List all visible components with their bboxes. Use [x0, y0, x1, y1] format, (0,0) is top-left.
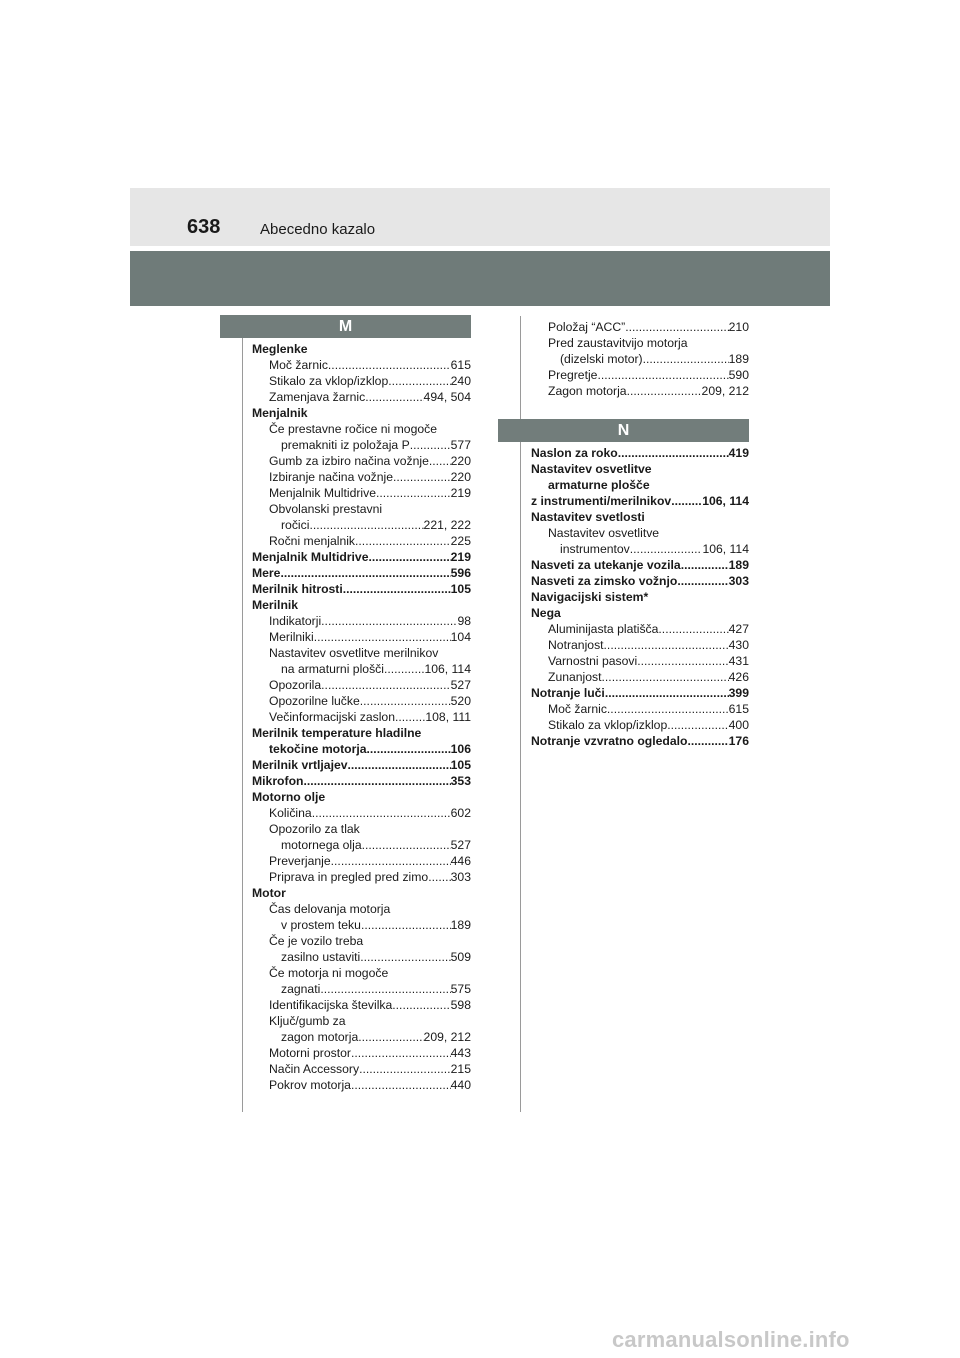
dot-leader — [428, 869, 450, 885]
index-entry-term: Pred zaustavitvijo motorja — [548, 336, 688, 350]
index-list-left — [252, 341, 471, 1093]
dot-leader — [328, 357, 451, 373]
index-entry — [252, 789, 471, 805]
index-entry-page: 353 — [450, 774, 471, 788]
index-entry — [252, 917, 471, 933]
index-entry — [531, 621, 749, 637]
index-entry — [252, 549, 471, 565]
index-entry — [252, 1045, 471, 1061]
index-entry — [531, 653, 749, 669]
index-entry-term: Varnostni pasovi — [548, 654, 638, 668]
index-entry-page: 427 — [728, 622, 749, 636]
index-entry-term: tekočine motorja — [269, 742, 367, 756]
index-entry-term: Zamenjava žarnic — [269, 390, 366, 404]
index-entry-term: Motor — [252, 886, 286, 900]
index-entry-page: 527 — [450, 838, 471, 852]
index-entry — [531, 685, 749, 701]
dot-leader — [388, 373, 450, 389]
index-entry-term: Meglenke — [252, 342, 308, 356]
dot-leader — [309, 517, 423, 533]
index-entry-term: Notranjost — [548, 638, 604, 652]
index-entry-term: instrumentov — [560, 542, 630, 556]
letter-heading-n: N — [498, 419, 749, 442]
index-entry-term: Če je vozilo treba — [269, 934, 364, 948]
index-entry-term: ročici — [281, 518, 310, 532]
index-entry-term: Merilnik hitrosti — [252, 582, 343, 596]
index-entry — [531, 541, 749, 557]
index-entry-term: Mikrofon — [252, 774, 304, 788]
index-entry-page: 209, 212 — [701, 384, 749, 398]
index-entry — [252, 597, 471, 613]
index-entry — [252, 389, 471, 405]
index-entry — [252, 805, 471, 821]
dot-leader — [351, 1045, 451, 1061]
index-entry-term: Položaj “ACC” — [548, 320, 626, 334]
dot-leader — [637, 653, 728, 669]
index-entry-term: Nastavitev osvetlitve — [531, 462, 652, 476]
index-entry-term: z instrumenti/merilnikov — [531, 494, 672, 508]
index-entry-page: 215 — [450, 1062, 471, 1076]
dot-leader — [362, 837, 451, 853]
dot-leader — [607, 701, 729, 717]
index-entry — [252, 469, 471, 485]
index-entry-term: Navigacijski sistem* — [531, 590, 649, 604]
index-entry-term: Zunanjost — [548, 670, 602, 684]
index-entry — [252, 341, 471, 357]
index-entry — [531, 589, 749, 605]
index-entry-term: Nastavitev osvetlitve — [548, 526, 660, 540]
index-entry — [252, 357, 471, 373]
index-entry-term: (dizelski motor) — [560, 352, 643, 366]
index-entry — [252, 837, 471, 853]
dot-leader — [358, 1029, 423, 1045]
dot-leader — [303, 773, 450, 789]
index-entry-page: 575 — [450, 982, 471, 996]
index-entry — [252, 565, 471, 581]
index-entry — [252, 949, 471, 965]
header-band — [130, 188, 830, 246]
index-entry-term: Menjalnik Multidrive — [252, 550, 369, 564]
index-entry — [252, 421, 471, 437]
dot-leader — [681, 557, 729, 573]
index-entry — [252, 1013, 471, 1029]
index-entry-term: v prostem teku — [281, 918, 361, 932]
index-entry — [252, 437, 471, 453]
index-entry-page: 400 — [728, 718, 749, 732]
index-entry-term: Pregretje — [548, 368, 598, 382]
index-entry — [252, 453, 471, 469]
index-entry-term: zagon motorja — [281, 1030, 359, 1044]
index-entry-term: na armaturni plošči — [281, 662, 384, 676]
index-entry-page: 106, 114 — [702, 542, 749, 556]
index-entry-page: 303 — [728, 574, 749, 588]
index-entry-page: 219 — [450, 486, 471, 500]
index-entry — [252, 885, 471, 901]
index-entry-page: 189 — [728, 352, 749, 366]
index-entry-page: 443 — [450, 1046, 471, 1060]
dot-leader — [384, 661, 424, 677]
index-entry-term: Nasveti za utekanje vozila — [531, 558, 681, 572]
index-entry — [252, 693, 471, 709]
index-entry-page: 602 — [450, 806, 471, 820]
index-entry — [252, 725, 471, 741]
index-entry-term: Motorni prostor — [269, 1046, 351, 1060]
index-entry-term: Identifikacijska številka — [269, 998, 393, 1012]
index-entry — [531, 557, 749, 573]
index-entry — [252, 485, 471, 501]
index-entry-page: 106, 114 — [424, 662, 471, 676]
index-entry — [252, 661, 471, 677]
index-entry — [252, 869, 471, 885]
dot-leader — [314, 629, 451, 645]
dot-leader — [367, 741, 451, 757]
letter-heading-m: M — [220, 315, 471, 338]
index-entry-page: 590 — [728, 368, 749, 382]
header-decor-band — [130, 251, 830, 306]
index-entry — [252, 757, 471, 773]
index-entry-term: Obvolanski prestavni — [269, 502, 383, 516]
index-entry — [252, 741, 471, 757]
index-entry — [252, 821, 471, 837]
dot-leader — [392, 997, 450, 1013]
index-entry-term: Merilniki — [269, 630, 314, 644]
dot-leader — [331, 853, 451, 869]
index-entry — [531, 477, 749, 493]
index-entry-page: 189 — [728, 558, 749, 572]
index-entry — [531, 733, 749, 749]
index-entry-term: Čas delovanja motorja — [269, 902, 391, 916]
index-entry-term: Nastavitev svetlosti — [531, 510, 645, 524]
dot-leader — [395, 709, 425, 725]
dot-leader — [687, 733, 728, 749]
index-entry-page: 98 — [457, 614, 471, 628]
dot-leader — [667, 717, 728, 733]
index-entry-term: Aluminijasta platišča — [548, 622, 659, 636]
index-entry-term: Opozorila — [269, 678, 322, 692]
index-entry-page: 430 — [728, 638, 749, 652]
index-entry — [252, 1077, 471, 1093]
index-entry — [252, 533, 471, 549]
dot-leader — [376, 485, 451, 501]
index-entry-term: Opozorilo za tlak — [269, 822, 360, 836]
dot-leader — [618, 445, 729, 461]
index-entry — [252, 901, 471, 917]
index-entry-term: Stikalo za vklop/izklop — [269, 374, 389, 388]
dot-leader — [361, 917, 451, 933]
index-entry-term: Indikatorji — [269, 614, 322, 628]
index-entry — [252, 1029, 471, 1045]
index-entry — [531, 351, 749, 367]
index-entry-term: Priprava in pregled pred zimo — [269, 870, 429, 884]
index-entry-term: Moč žarnic — [269, 358, 328, 372]
index-entry-page: 105 — [450, 758, 471, 772]
index-entry-term: zagnati — [281, 982, 321, 996]
index-entry-page: 527 — [450, 678, 471, 692]
index-entry-page: 240 — [450, 374, 471, 388]
dot-leader — [410, 437, 451, 453]
dot-leader — [360, 949, 450, 965]
index-entry-term: Ključ/gumb za — [269, 1014, 346, 1028]
index-list-right — [531, 445, 749, 749]
dot-leader — [320, 981, 450, 997]
index-entry — [531, 445, 749, 461]
dot-leader — [321, 613, 457, 629]
index-entry — [252, 501, 471, 517]
index-entry — [531, 383, 749, 399]
index-entry-term: Mere — [252, 566, 281, 580]
index-entry-term: Izbiranje načina vožnje — [269, 470, 393, 484]
index-entry-term: Način Accessory — [269, 1062, 360, 1076]
dot-leader — [630, 541, 703, 557]
index-entry-page: 419 — [728, 446, 749, 460]
index-entry-page: 176 — [728, 734, 749, 748]
index-entry — [252, 405, 471, 421]
index-entry — [531, 335, 749, 351]
index-entry — [252, 581, 471, 597]
index-entry-page: 104 — [450, 630, 471, 644]
index-entry-page: 577 — [450, 438, 471, 452]
index-entry-term: Pokrov motorja — [269, 1078, 351, 1092]
dot-leader — [643, 351, 729, 367]
index-entry-page: 440 — [450, 1078, 471, 1092]
index-entry-page: 303 — [450, 870, 471, 884]
index-entry — [531, 605, 749, 621]
index-entry-term: Preverjanje — [269, 854, 331, 868]
index-entry — [531, 461, 749, 477]
index-entry-page: 189 — [450, 918, 471, 932]
index-entry — [252, 965, 471, 981]
index-entry-term: Ročni menjalnik — [269, 534, 356, 548]
dot-leader — [677, 573, 728, 589]
index-entry — [252, 645, 471, 661]
dot-leader — [280, 565, 450, 581]
index-entry-term: Večinformacijski zaslon — [269, 710, 395, 724]
dot-leader — [343, 581, 451, 597]
index-entry-page: 220 — [450, 454, 471, 468]
dot-leader — [355, 533, 451, 549]
index-entry-page: 108, 111 — [425, 710, 471, 724]
index-entry — [252, 853, 471, 869]
index-entry — [531, 493, 749, 509]
index-entry-term: Količina — [269, 806, 312, 820]
dot-leader — [321, 677, 450, 693]
index-entry-term: Menjalnik — [252, 406, 308, 420]
dot-leader — [602, 669, 729, 685]
index-entry-page: 520 — [450, 694, 471, 708]
index-entry-term: Nastavitev osvetlitve merilnikov — [269, 646, 439, 660]
index-entry-term: Motorno olje — [252, 790, 326, 804]
index-entry — [531, 509, 749, 525]
dot-leader — [312, 805, 451, 821]
index-entry — [531, 573, 749, 589]
index-list-right-continued — [531, 319, 749, 399]
dot-leader — [597, 367, 728, 383]
index-entry — [252, 517, 471, 533]
index-entry — [252, 997, 471, 1013]
index-entry-page: 106, 114 — [702, 494, 749, 508]
index-entry — [252, 677, 471, 693]
index-entry — [531, 637, 749, 653]
index-entry-term: Merilnik vrtljajev — [252, 758, 348, 772]
index-entry — [252, 629, 471, 645]
index-entry-term: Merilnik temperature hladilne — [252, 726, 422, 740]
index-entry-page: 105 — [450, 582, 471, 596]
index-entry-page: 219 — [450, 550, 471, 564]
index-entry — [531, 319, 749, 335]
index-entry-term: motornega olja — [281, 838, 362, 852]
index-entry — [252, 773, 471, 789]
index-entry — [252, 373, 471, 389]
index-entry-page: 596 — [450, 566, 471, 580]
index-entry-term: Naslon za roko — [531, 446, 618, 460]
index-entry-term: Moč žarnic — [548, 702, 607, 716]
dot-leader — [429, 453, 451, 469]
index-entry-page: 221, 222 — [423, 518, 471, 532]
index-entry-page: 598 — [450, 998, 471, 1012]
index-entry-term: Merilnik — [252, 598, 299, 612]
index-entry-page: 225 — [450, 534, 471, 548]
index-entry-term: Gumb za izbiro načina vožnje — [269, 454, 429, 468]
watermark: carmanualsonline.info — [612, 1327, 850, 1352]
index-entry — [531, 525, 749, 541]
index-entry-term: Notranje luči — [531, 686, 605, 700]
index-entry-page: 431 — [728, 654, 749, 668]
index-entry-page: 399 — [728, 686, 749, 700]
index-entry — [252, 1061, 471, 1077]
dot-leader — [393, 469, 451, 485]
index-entry-term: armaturne plošče — [548, 478, 650, 492]
index-entry-term: Nasveti za zimsko vožnjo — [531, 574, 678, 588]
dot-leader — [671, 493, 702, 509]
index-entry-page: 615 — [728, 702, 749, 716]
dot-leader — [627, 383, 702, 399]
dot-leader — [360, 693, 451, 709]
column-divider-left — [242, 330, 243, 1112]
index-entry-term: Notranje vzvratno ogledalo — [531, 734, 688, 748]
index-entry-page: 220 — [450, 470, 471, 484]
index-entry — [252, 981, 471, 997]
index-entry-page: 106 — [450, 742, 471, 756]
dot-leader — [604, 637, 729, 653]
index-entry — [252, 613, 471, 629]
index-entry — [531, 701, 749, 717]
index-entry — [531, 367, 749, 383]
index-entry — [252, 933, 471, 949]
dot-leader — [658, 621, 728, 637]
index-entry-term: Nega — [531, 606, 561, 620]
index-entry-page: 615 — [450, 358, 471, 372]
index-entry-term: premakniti iz položaja P — [281, 438, 410, 452]
dot-leader — [351, 1077, 451, 1093]
index-entry-term: zasilno ustaviti — [281, 950, 361, 964]
page-title: Abecedno kazalo — [260, 221, 376, 238]
index-entry-page: 446 — [450, 854, 471, 868]
index-entry — [531, 669, 749, 685]
dot-leader — [348, 757, 451, 773]
index-entry — [531, 717, 749, 733]
index-entry-term: Če motorja ni mogoče — [269, 966, 389, 980]
index-entry-term: Stikalo za vklop/izklop — [548, 718, 668, 732]
dot-leader — [359, 1061, 451, 1077]
index-entry-page: 509 — [450, 950, 471, 964]
page-number: 638 — [187, 216, 221, 238]
index-entry-term: Če prestavne ročice ni mogoče — [269, 422, 438, 436]
dot-leader — [365, 389, 423, 405]
index-entry-page: 210 — [728, 320, 749, 334]
index-entry-term: Zagon motorja — [548, 384, 627, 398]
index-entry-page: 209, 212 — [423, 1030, 471, 1044]
index-entry-page: 426 — [728, 670, 749, 684]
dot-leader — [605, 685, 729, 701]
dot-leader — [368, 549, 450, 565]
dot-leader — [625, 319, 728, 335]
index-entry-term: Menjalnik Multidrive — [269, 486, 377, 500]
index-entry-term: Opozorilne lučke — [269, 694, 360, 708]
index-entry — [252, 709, 471, 725]
index-entry-page: 494, 504 — [423, 390, 471, 404]
